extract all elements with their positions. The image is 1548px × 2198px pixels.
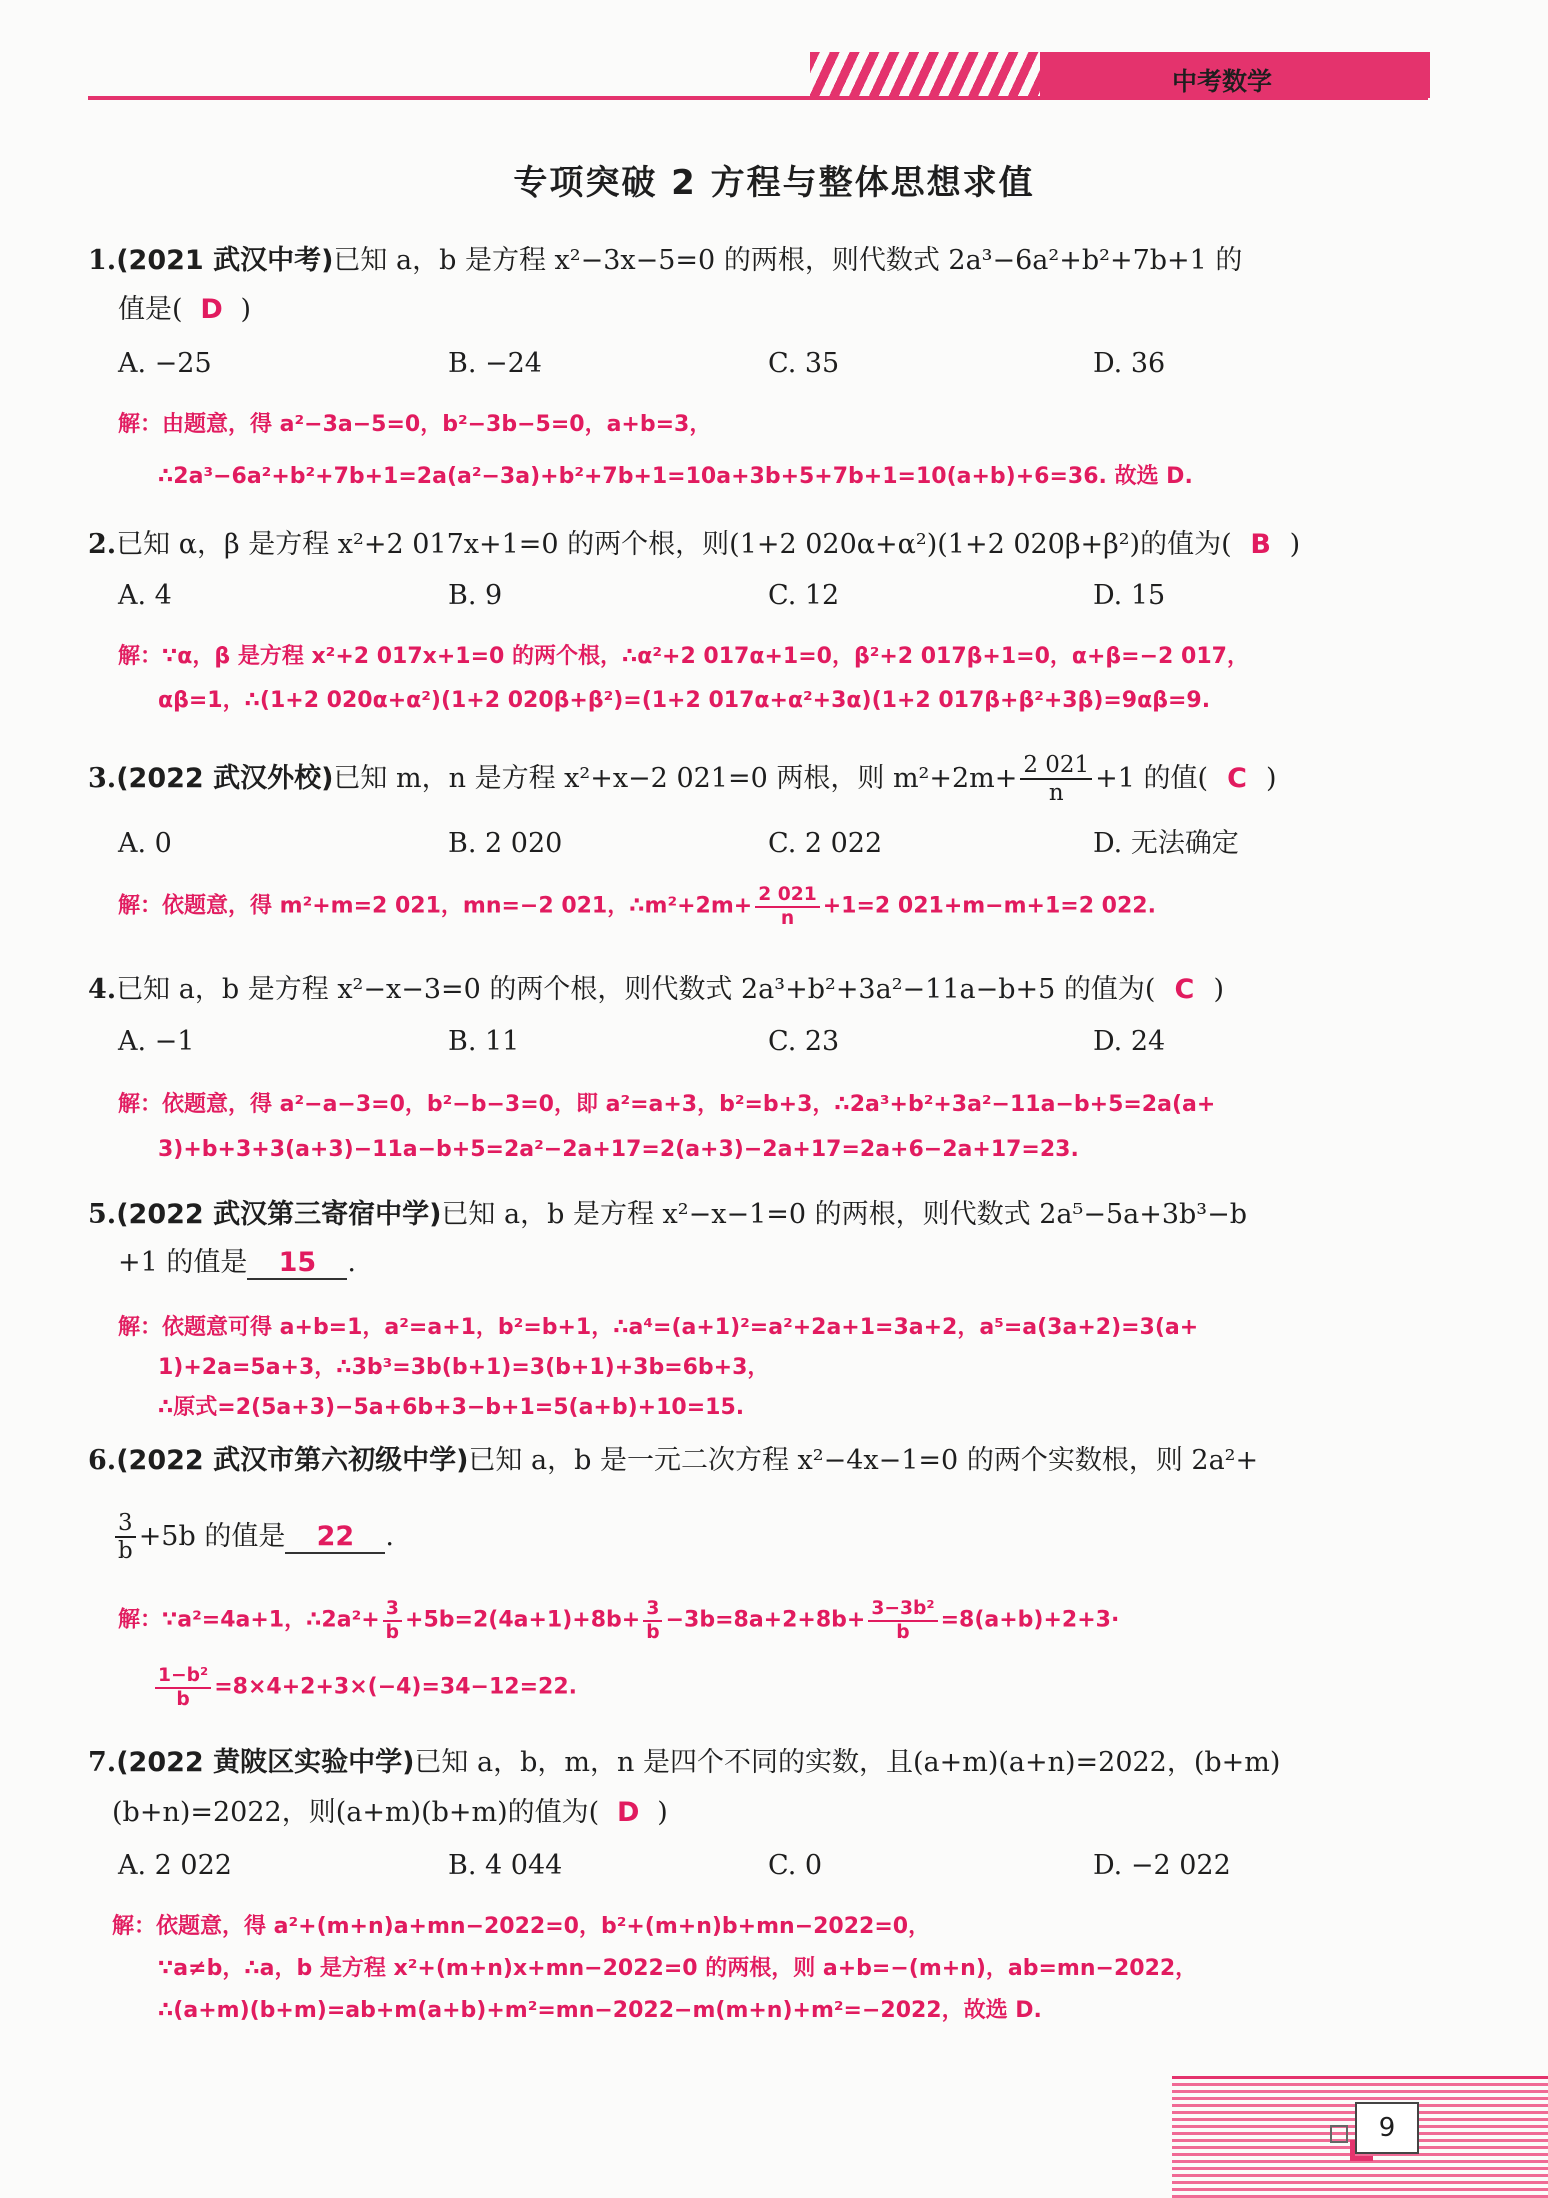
fraction-denominator: n xyxy=(1048,780,1064,807)
question-source: (2021 武汉中考) xyxy=(116,245,334,276)
answer-blank: 22 xyxy=(285,1522,385,1554)
solution-text: =8(a+b)+2+3· xyxy=(940,1607,1120,1633)
option-a: A. 4 xyxy=(118,580,172,611)
question-text: 已知 a，b 是方程 x²−x−1=0 的两根，则代数式 2a⁵−5a+3b³−b xyxy=(441,1199,1248,1230)
page-number: 9 xyxy=(1355,2102,1419,2154)
fraction xyxy=(383,1598,402,1643)
question-number: 4. xyxy=(88,974,117,1005)
fraction xyxy=(115,1510,136,1565)
question-text: 已知 a，b 是方程 x²−x−3=0 的两个根，则代数式 2a³+b²+3a²−11a−b+5 的值为( xyxy=(116,974,1156,1005)
question-text: (b+n)=2022，则(a+m)(b+m)的值为( xyxy=(112,1797,600,1828)
header-label: 中考数学 xyxy=(1172,67,1273,96)
fraction-numerator: 2 021 xyxy=(1020,752,1092,780)
fraction xyxy=(155,1665,211,1710)
option-d: D. 36 xyxy=(1093,348,1166,379)
solution-line: 3)+b+3+3(a+3)−11a−b+5=2a²−2a+17=2(a+3)−2a+17=2a+6−2a+17=23. xyxy=(158,1137,1079,1162)
solution-line xyxy=(152,1665,577,1710)
question-source: (2022 武汉第三寄宿中学) xyxy=(116,1199,442,1230)
option-d: D. 15 xyxy=(1093,580,1166,611)
question-1-line-1 xyxy=(88,243,1242,279)
question-text: 已知 a，b，m，n 是四个不同的实数，且(a+m)(a+n)=2022，(b+m) xyxy=(414,1747,1281,1778)
fraction-numerator: 3 xyxy=(115,1510,136,1538)
question-number: 1. xyxy=(88,245,117,276)
solution-line: 解：依题意，得 a²−a−3=0，b²−b−3=0，即 a²=a+3，b²=b+3，∴2a³+b²+3a²−11a−b+5=2a(a+ xyxy=(118,1092,1216,1117)
solution-line xyxy=(118,884,1156,929)
question-7-line-2 xyxy=(112,1795,668,1831)
question-number: 7. xyxy=(88,1747,117,1778)
option-a: A. −1 xyxy=(118,1026,195,1057)
paren-close: ) xyxy=(1266,762,1277,794)
question-number: 6. xyxy=(88,1445,117,1476)
option-c: C. 12 xyxy=(768,580,840,611)
fraction xyxy=(643,1598,662,1643)
solution-line: 解：由题意，得 a²−3a−5=0，b²−3b−5=0，a+b=3， xyxy=(118,412,712,437)
question-number: 2. xyxy=(88,529,117,560)
solution-line: ∴2a³−6a²+b²+7b+1=2a(a²−3a)+b²+7b+1=10a+3b+5+7b+1=10(a+b)+6=36. 故选 D. xyxy=(158,464,1193,489)
question-7-line-1 xyxy=(88,1745,1280,1781)
fraction-numerator: 3 xyxy=(383,1598,402,1622)
solution-line: αβ=1，∴(1+2 020α+α²)(1+2 020β+β²)=(1+2 017α+α²+3α)(1+2 017β+β²+3β)=9αβ=9. xyxy=(158,688,1211,713)
question-text: 已知 α，β 是方程 x²+2 017x+1=0 的两个根，则(1+2 020α+α²)(1+2 020β+β²)的值为( xyxy=(116,529,1232,560)
solution-text: =8×4+2+3×(−4)=34−12=22. xyxy=(214,1674,577,1700)
answer-choice: D xyxy=(616,1797,640,1828)
option-a: A. 0 xyxy=(118,828,172,859)
question-text: 已知 m，n 是方程 x²+x−2 021=0 两根，则 m²+2m+ xyxy=(333,762,1018,794)
fraction-denominator: n xyxy=(780,907,795,929)
solution-text: 解：依题意，得 m²+m=2 021，mn=−2 021，∴m²+2m+ xyxy=(118,893,753,919)
solution-line: 解：依题意，得 a²+(m+n)a+mn−2022=0，b²+(m+n)b+mn−2022=0， xyxy=(112,1914,931,1939)
solution-text: 解：∵a²=4a+1，∴2a²+ xyxy=(118,1607,380,1633)
fraction-denominator: b xyxy=(385,1621,400,1643)
question-text: 值是( xyxy=(118,294,183,325)
fraction-numerator: 3 xyxy=(643,1598,662,1622)
option-c: C. 2 022 xyxy=(768,828,883,859)
question-6-line-2 xyxy=(112,1510,394,1565)
solution-line: ∴原式=2(5a+3)−5a+6b+3−b+1=5(a+b)+10=15. xyxy=(158,1395,745,1420)
option-d: D. 24 xyxy=(1093,1026,1166,1057)
fraction-numerator: 1−b² xyxy=(155,1665,211,1689)
fraction xyxy=(868,1598,937,1643)
option-c: C. 23 xyxy=(768,1026,840,1057)
period: . xyxy=(347,1247,356,1278)
solution-text: +1=2 021+m−m+1=2 022. xyxy=(822,893,1156,919)
paren-close: ) xyxy=(240,294,252,325)
option-d: D. 无法确定 xyxy=(1093,828,1239,859)
question-5-line-2 xyxy=(118,1245,356,1281)
question-2-line-1 xyxy=(88,527,1300,563)
option-b: B. 2 020 xyxy=(448,828,563,859)
solution-line: ∵a≠b，∴a，b 是方程 x²+(m+n)x+mn−2022=0 的两根，则 a+b=−(m+n)，ab=mn−2022， xyxy=(158,1956,1198,1981)
option-b: B. 11 xyxy=(448,1026,520,1057)
solution-line: 1)+2a=5a+3，∴3b³=3b(b+1)=3(b+1)+3b=6b+3， xyxy=(158,1355,770,1380)
question-number: 5. xyxy=(88,1199,117,1230)
header-stripes xyxy=(810,52,1050,98)
question-text: +1 的值是 xyxy=(118,1247,248,1278)
fraction-numerator: 3−3b² xyxy=(868,1598,937,1622)
option-b: B. 9 xyxy=(448,580,503,611)
solution-text: −3b=8a+2+8b+ xyxy=(665,1607,866,1633)
option-d: D. −2 022 xyxy=(1093,1850,1231,1881)
fraction xyxy=(755,884,820,929)
option-a: A. −25 xyxy=(118,348,212,379)
option-b: B. 4 044 xyxy=(448,1850,563,1881)
solution-line xyxy=(118,1598,1119,1643)
option-a: A. 2 022 xyxy=(118,1850,232,1881)
question-source: (2022 武汉外校) xyxy=(116,762,334,794)
question-3-line-1 xyxy=(88,752,1277,807)
question-text: 已知 a，b 是方程 x²−3x−5=0 的两根，则代数式 2a³−6a²+b²+7b+1 的 xyxy=(333,245,1243,276)
paren-close: ) xyxy=(657,1797,668,1828)
solution-line: 解：∵α，β 是方程 x²+2 017x+1=0 的两个根，∴α²+2 017α+1=0，β²+2 017β+1=0，α+β=−2 017， xyxy=(118,644,1249,669)
question-source: (2022 黄陂区实验中学) xyxy=(116,1747,415,1778)
option-c: C. 35 xyxy=(768,348,840,379)
option-c: C. 0 xyxy=(768,1850,823,1881)
question-1-line-2 xyxy=(118,292,251,328)
question-text: +1 的值( xyxy=(1095,762,1208,794)
footer-square-icon xyxy=(1330,2125,1348,2143)
answer-blank: 15 xyxy=(247,1248,347,1280)
solution-line: ∴(a+m)(b+m)=ab+m(a+b)+m²=mn−2022−m(m+n)+m²=−2022，故选 D. xyxy=(158,1998,1042,2023)
fraction-denominator: b xyxy=(896,1621,910,1643)
period: . xyxy=(385,1520,394,1552)
fraction-numerator: 2 021 xyxy=(755,884,820,908)
fraction-denominator: b xyxy=(646,1621,660,1643)
fraction xyxy=(1020,752,1092,807)
question-text: 已知 a，b 是一元二次方程 x²−4x−1=0 的两个实数根，则 2a²+ xyxy=(468,1445,1259,1476)
footer-rule xyxy=(1172,2076,1548,2079)
answer-choice: D xyxy=(200,294,223,325)
paren-close: ) xyxy=(1289,529,1301,560)
fraction-denominator: b xyxy=(118,1538,133,1565)
solution-line: 解：依题意可得 a+b=1，a²=a+1，b²=b+1，∴a⁴=(a+1)²=a²+2a+1=3a+2，a⁵=a(3a+2)=3(a+ xyxy=(118,1315,1199,1340)
paren-close: ) xyxy=(1213,974,1224,1005)
question-source: (2022 武汉市第六初级中学) xyxy=(116,1445,469,1476)
header-bar xyxy=(0,0,1548,110)
answer-choice: C xyxy=(1227,762,1247,794)
question-number: 3. xyxy=(88,762,117,794)
question-4-line-1 xyxy=(88,972,1224,1008)
answer-choice: C xyxy=(1174,974,1195,1005)
fraction-denominator: b xyxy=(176,1688,190,1710)
page-title: 专项突破 2 方程与整体思想求值 xyxy=(513,163,1035,203)
option-b: B. −24 xyxy=(448,348,542,379)
solution-text: +5b=2(4a+1)+8b+ xyxy=(405,1607,641,1633)
question-5-line-1 xyxy=(88,1197,1247,1233)
question-text: +5b 的值是 xyxy=(138,1520,286,1552)
question-6-line-1 xyxy=(88,1443,1258,1479)
answer-choice: B xyxy=(1250,529,1271,560)
